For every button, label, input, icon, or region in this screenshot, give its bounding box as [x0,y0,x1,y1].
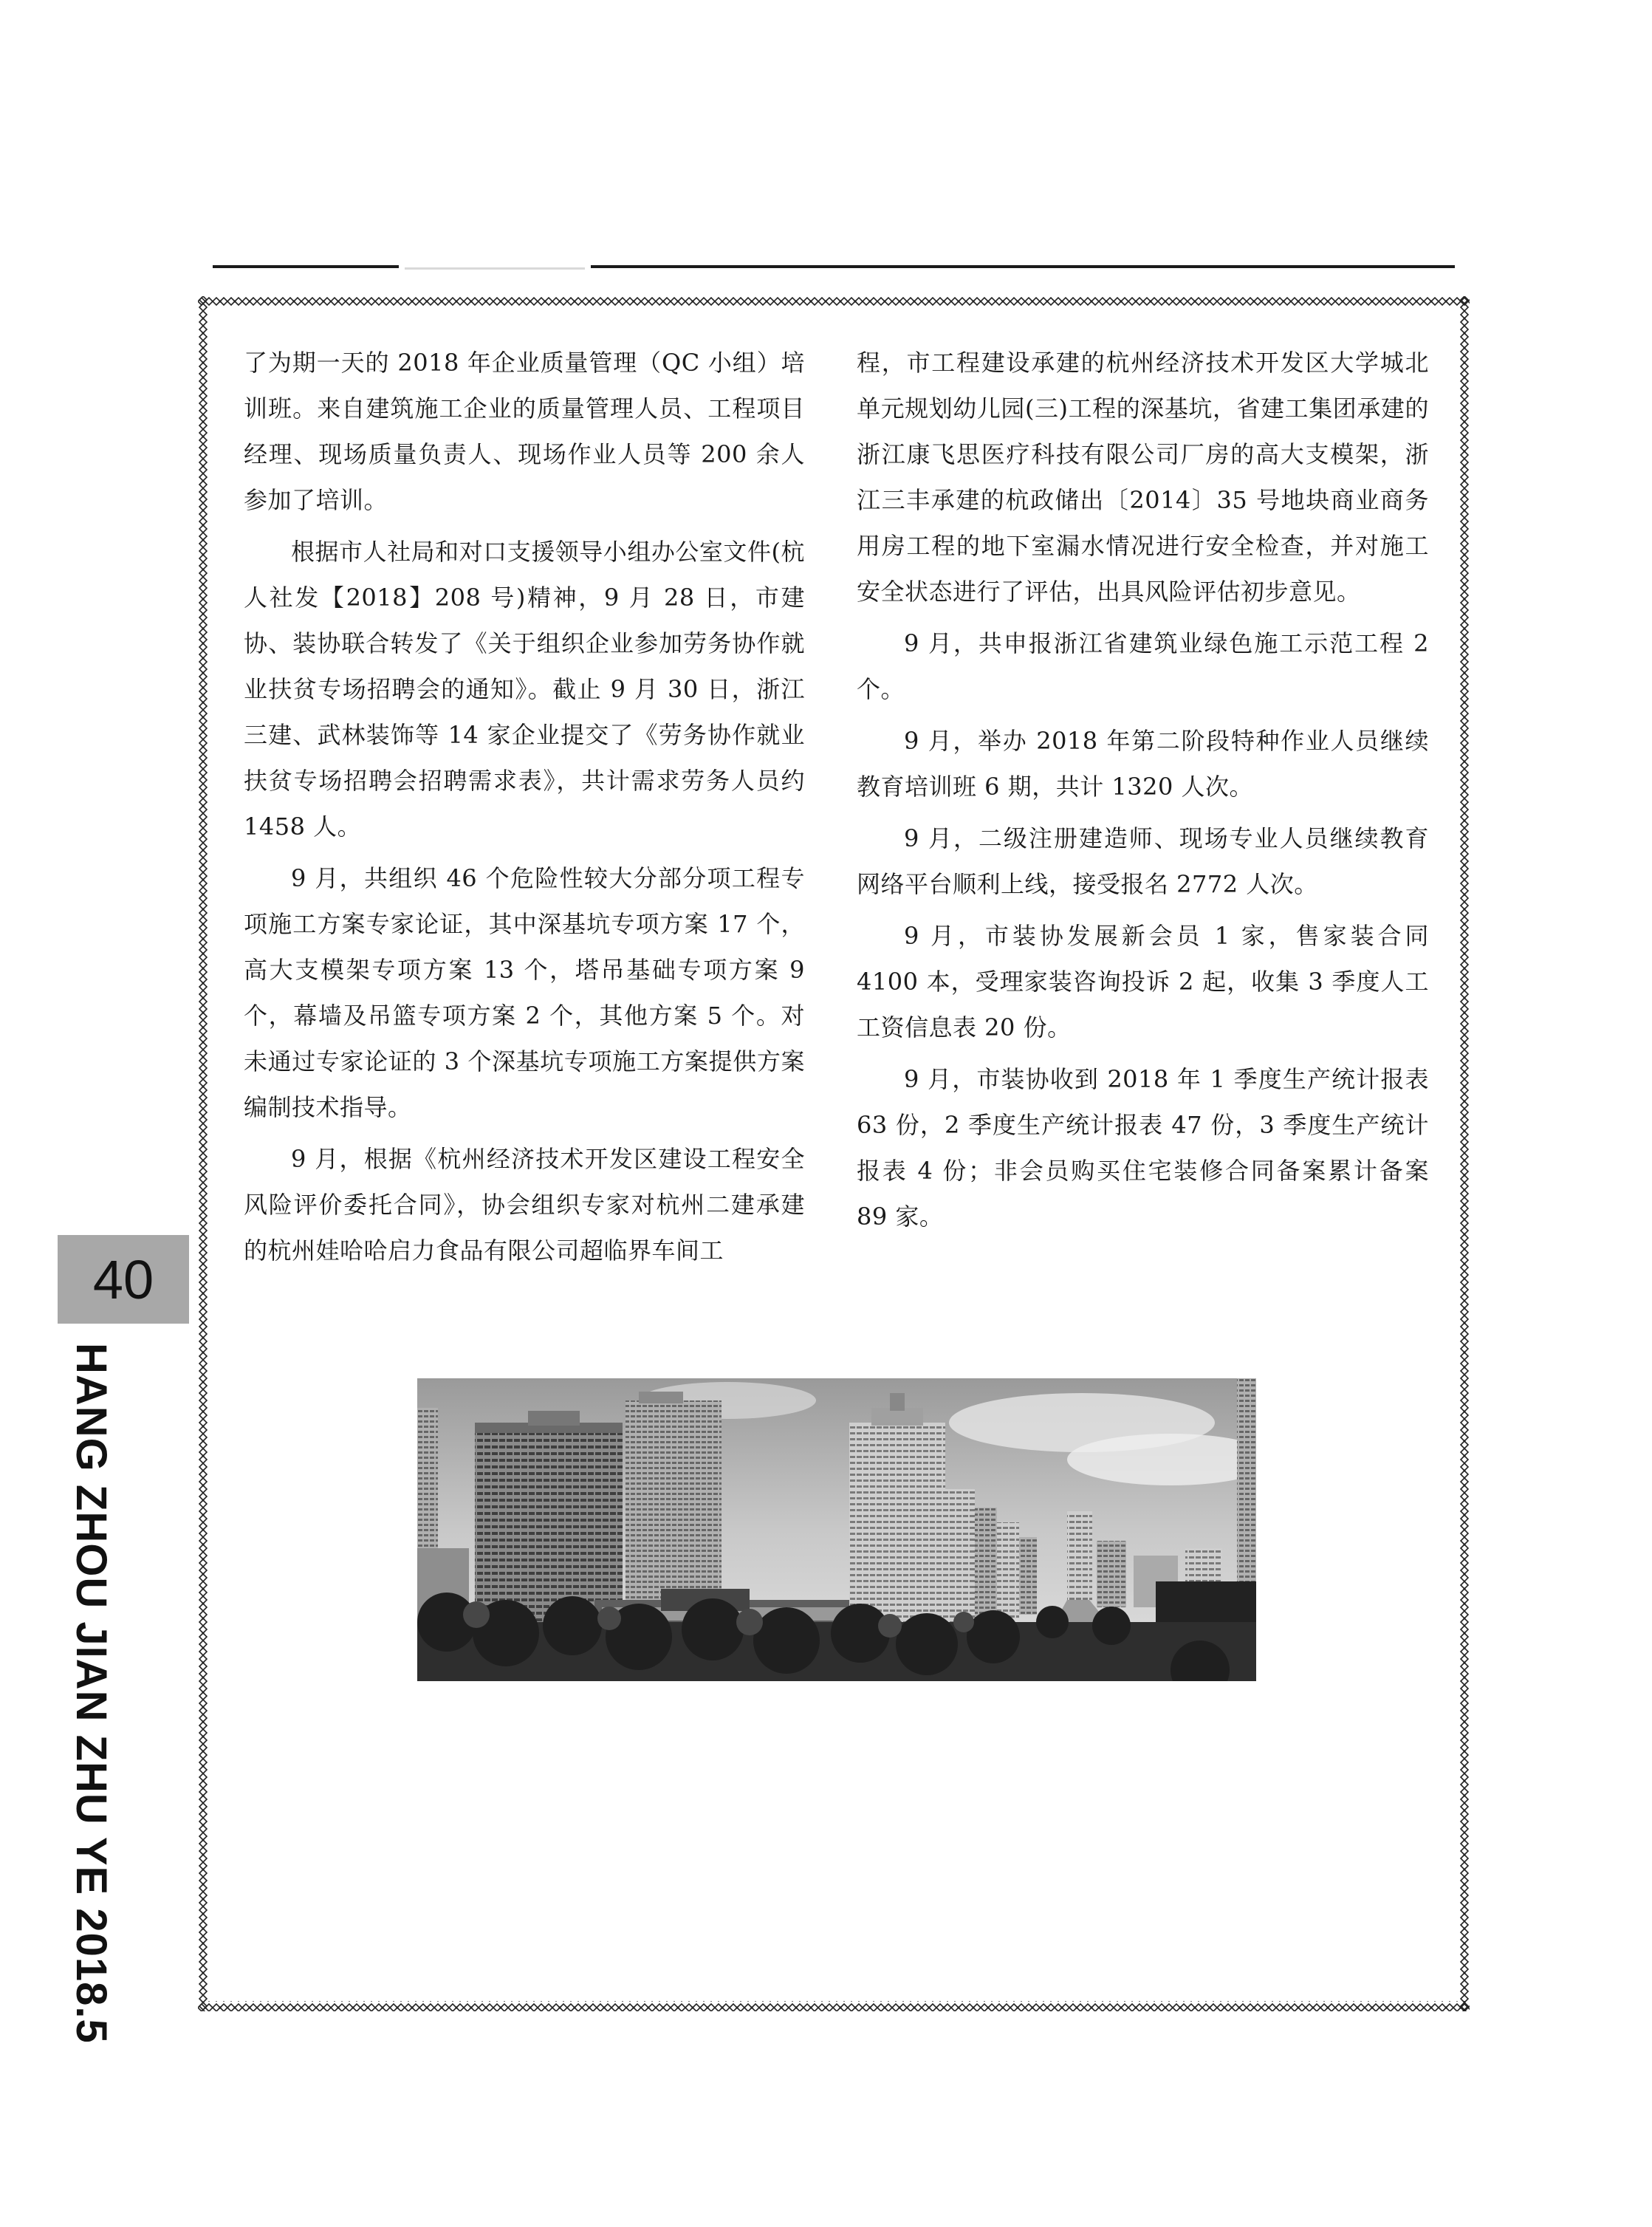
paragraph: 9 月，共组织 46 个危险性较大分部分项工程专项施工方案专家论证，其中深基坑专项方案 17 个，高大支模架专项方案 13 个，塔吊基础专项方案 9 个，幕墙及吊篮专项方案 2 个，其他方案 5 个。对未通过专家论证的 3 个深基坑专项施工方案提供方案编制技术指导。 [244,864,805,1121]
city-skyline-photo [417,1378,1256,1681]
header-rule-gap [405,267,585,270]
paragraph: 9 月，共申报浙江省建筑业绿色施工示范工程 2 个。 [857,629,1429,703]
paragraph: 根据市人社局和对口支援领导小组办公室文件(杭人社发【2018】208 号)精神，9 月 28 日，市建协、装协联合转发了《关于组织企业参加劳务协作就业扶贫专场招聘会的通知》。截止 9 月 30 日，浙江三建、武林装饰等 14 家企业提交了《劳务协作就业扶贫专场招聘会招聘需求表》，共计需求劳务人员约 1458 人。 [244,538,805,841]
right-text-column [857,340,1429,1245]
left-text-column [244,340,805,1279]
paragraph: 9 月，二级注册建造师、现场专业人员继续教育网络平台顺利上线，接受报名 2772 人次。 [857,824,1429,898]
header-rule-left [213,265,399,268]
paragraph: 9 月，市装协收到 2018 年 1 季度生产统计报表 63 份，2 季度生产统计报表 47 份，3 季度生产统计报表 4 份；非会员购买住宅装修合同备案累计备案 89 家。 [857,1065,1429,1231]
paragraph: 了为期一天的 2018 年企业质量管理（QC 小组）培训班。来自建筑施工企业的质量管理人员、工程项目经理、现场质量负责人、现场作业人员等 200 余人参加了培训。 [244,349,805,514]
paragraph: 9 月，举办 2018 年第二阶段特种作业人员继续教育培训班 6 期，共计 1320 人次。 [857,727,1429,801]
paragraph: 程，市工程建设承建的杭州经济技术开发区大学城北单元规划幼儿园(三)工程的深基坑，省建工集团承建的浙江康飞思医疗科技有限公司厂房的高大支模架，浙江三丰承建的杭政储出〔2014〕35 号地块商业商务用房工程的地下室漏水情况进行安全检查，并对施工安全状态进行了评估，出具风险评估初步意见。 [857,349,1429,606]
paragraph: 9 月，市装协发展新会员 1 家，售家装合同 4100 本，受理家装咨询投诉 2 起，收集 3 季度人工工资信息表 20 份。 [857,922,1429,1041]
paragraph: 9 月，根据《杭州经济技术开发区建设工程安全风险评价委托合同》，协会组织专家对杭州二建承建的杭州娃哈哈启力食品有限公司超临界车间工 [244,1145,805,1265]
header-rule-right [591,265,1455,268]
magazine-spine-title: HANG ZHOU JIAN ZHU YE 2018.5 [67,1343,115,2044]
page-number: 40 [58,1235,189,1324]
